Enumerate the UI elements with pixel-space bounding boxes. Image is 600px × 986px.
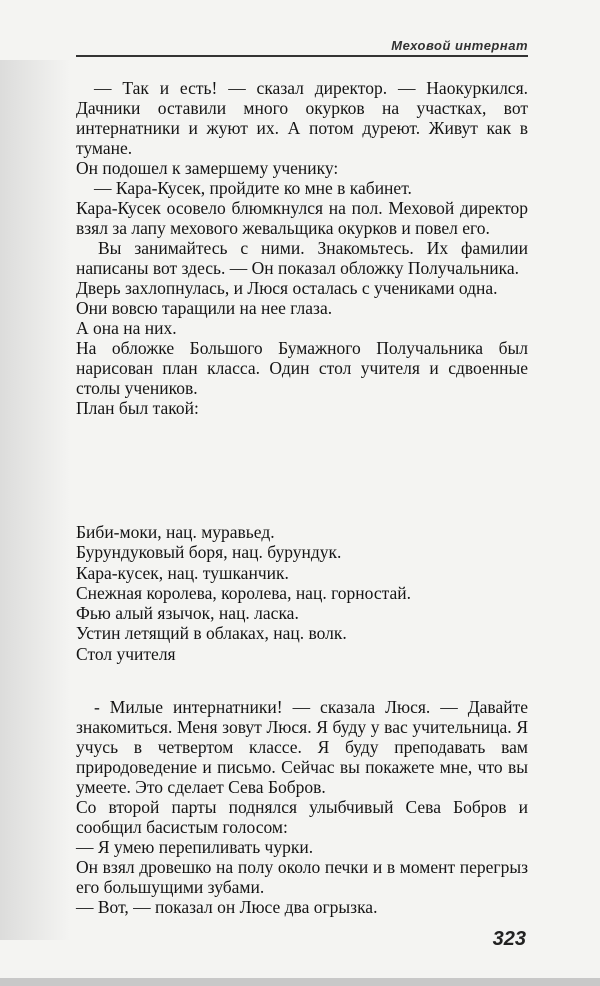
- text-block-2: [76, 697, 528, 917]
- plan-item: Устин летящий в облаках, нац. волк.: [76, 623, 347, 644]
- class-plan-list: [76, 522, 528, 664]
- paragraph: Со второй парты поднялся улыбчивый Сева Бобров и сообщил басистым голосом:: [76, 797, 528, 837]
- paragraph: Он подошел к замершему ученику:: [76, 158, 339, 178]
- paragraph: А она на них.: [76, 318, 177, 338]
- plan-item: Снежная королева, королева, нац. горностай.: [76, 582, 411, 603]
- plan-item: Бурундуковый боря, нац. бурундук.: [76, 542, 342, 563]
- page-bottom-edge: [0, 978, 600, 986]
- binding-shadow: [0, 60, 70, 940]
- paragraph: - Милые интернатники! — сказала Люся. — Давайте знакомиться. Меня зовут Люся. Я буду у вас учительница. Я учусь в четвертом классе. Я буду преподавать вам природоведение и письмо. Сейчас вы покажете мне, что вы умеете. Это сделает Сева Бобров.: [76, 697, 528, 797]
- paragraph: На обложке Большого Бумажного Получальника был нарисован план класса. Один стол учителя и сдвоенные столы учеников.: [76, 338, 528, 398]
- paragraph: — Вот, — показал он Люсе два огрызка.: [76, 897, 378, 917]
- plan-item: Фью алый язычок, нац. ласка.: [76, 603, 299, 624]
- paragraph: Вы занимайтесь с ними. Знакомьтесь. Их фамилии написаны вот здесь. — Он показал обложку Получальника.: [76, 238, 528, 278]
- paragraph: Он взял дровешко на полу около печки и в момент перегрыз его большущими зубами.: [76, 857, 528, 897]
- plan-item: Кара-кусек, нац. тушканчик.: [76, 562, 289, 583]
- text-block-1: [76, 78, 528, 418]
- paragraph: — Кара-Кусек, пройдите ко мне в кабинет.: [94, 178, 412, 198]
- running-head: Меховой интернат: [76, 38, 528, 57]
- paragraph: Кара-Кусек осовело блюмкнулся на пол. Меховой директор взял за лапу мехового жевальщика окурков и повел его.: [76, 198, 528, 238]
- paragraph: — Я умею перепиливать чурки.: [76, 837, 314, 857]
- paragraph: Дверь захлопнулась, и Люся осталась с учениками одна.: [76, 278, 498, 298]
- plan-item: Стол учителя: [76, 643, 176, 664]
- plan-item: Биби-моки, нац. муравьед.: [76, 522, 275, 542]
- page-number: 323: [492, 928, 526, 950]
- paragraph: Они вовсю таращили на нее глаза.: [76, 298, 333, 318]
- paragraph: План был такой:: [76, 398, 199, 418]
- paragraph: — Так и есть! — сказал директор. — Наокуркился. Дачники оставили много окурков на участках, вот интернатники и жуют их. А потом дуреют. Живут как в тумане.: [76, 78, 528, 158]
